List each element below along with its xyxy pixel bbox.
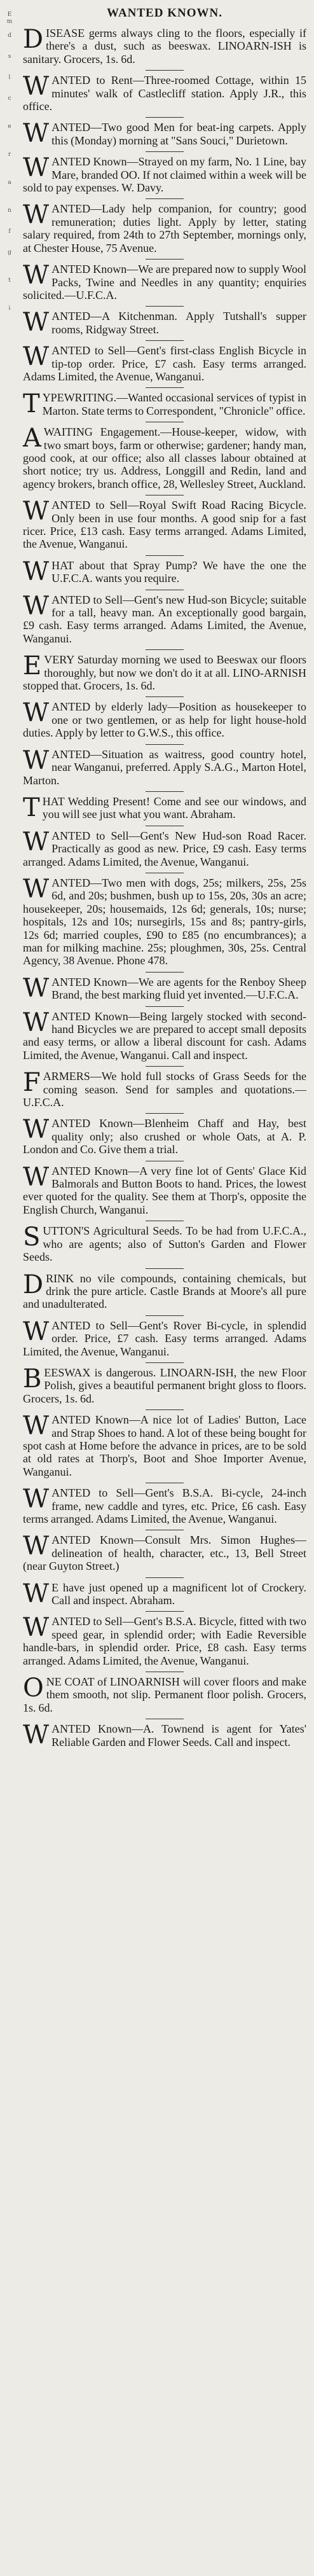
classified-ad: EVERY Saturday morning we used to Beeswax our floors thoroughly, but now we don't do it at all. LINO-ARNISH stopped that. Grocers, 1s. 6d.	[23, 651, 306, 693]
classified-ads-list	[22, 27, 308, 1751]
classified-ad: THAT Wedding Present! Come and see our windows, and you will see just what you want. Abraham.	[23, 793, 306, 822]
classified-ad: WANTED Known—Blenheim Chaff and Hay, best quality only; also crushed or whole Oats, at A. P. London and Co. Give them a trial.	[23, 1115, 306, 1156]
classified-ad: WANTED—Two good Men for beat-ing carpets. Apply this (Monday) morning at "Sans Souci," Durietown.	[23, 119, 306, 149]
classified-ad: TYPEWRITING.—Wanted occasional services of typist in Marton. State terms to Correspondent, "Chronicle" office.	[23, 389, 306, 419]
ad-divider	[146, 744, 184, 745]
classified-ad: WANTED—A Kitchenman. Apply Tutshall's supper rooms, Ridgway Street.	[23, 308, 306, 338]
classified-ad: WANTED to Sell—Gent's B.S.A. Bi-cycle, 24-inch frame, new caddle and tyres, etc. Price, £6 cash. Easy terms arranged. Adams Limited, the Avenue, Wanganui.	[23, 1485, 306, 1525]
classified-ad: WANTED Known—Strayed on my farm, No. 1 Line, bay Mare, branded OO. If not claimed within a week will be sold to pay expenses. W. Davy.	[23, 153, 306, 195]
classified-ad: WANTED Known—We are prepared now to supply Wool Packs, Twine and Needles in any quantity; enquiries solicited.—U.F.C.A.	[23, 261, 306, 301]
ad-divider	[146, 198, 184, 199]
ad-divider	[146, 259, 184, 260]
ad-divider	[146, 1066, 184, 1067]
section-title: WANTED KNOWN.	[107, 6, 222, 20]
classified-ad: WANTED—Two men with dogs, 25s; milkers, 25s, 25s 6d, and 20s; bushmen, bush up to 15s, 20s, 30s an acre; housekeeper, 20s; housemaids, 12s 6d; generals, 10s; nurse; hospitals, 12s and 10s; nursegirls, 15s and 8s; pantry-girls, 12s 6d; married couples, £90 to £85 (no encumbrances); a man for milking machine. 25s; ploughmen, 30s, 25s. Central Agency, 38 Avenue. Phone 478.	[23, 874, 306, 967]
ad-divider	[146, 1006, 184, 1007]
ad-divider	[146, 117, 184, 118]
ad-divider	[146, 1577, 184, 1578]
classified-ad: WANTED Known—Consult Mrs. Simon Hughes—delineation of health, character, etc., 13, Bell Street (near Guyton Street.)	[23, 1532, 306, 1573]
classified-ad: DRINK no vile compounds, containing chemicals, but drink the pure article. Castle Brands at Moore's all pure and unadulterated.	[23, 1270, 306, 1311]
ad-divider	[146, 340, 184, 341]
ad-divider	[146, 649, 184, 650]
classified-ad: BEESWAX is dangerous. LINOARN-ISH, the new Floor Polish, gives a beautiful permanent bright gloss to floors. Grocers, 1s. 6d.	[23, 1364, 306, 1405]
ad-divider	[146, 555, 184, 556]
classified-ad: WE have just opened up a magnificent lot of Crockery. Call and inspect. Abraham.	[23, 1579, 306, 1609]
ad-divider	[146, 306, 184, 307]
ad-divider	[146, 1362, 184, 1363]
classified-ad: WHAT about that Spray Pump? We have the one the U.F.C.A. wants you require.	[23, 557, 306, 586]
clipped-margin-text: E m d s l c e r a n f g t i	[6, 11, 13, 312]
classified-ad: AWAITING Engagement.—House-keeper, widow, with two smart boys, farm or otherwise; gardener; handy man, good cook, at our office; also all classes labour obtained at short notice; try us. Address, Longgill and Redin, land and agency brokers, branch office, 28, Wellesley Street, Auckland.	[23, 424, 306, 490]
ad-divider	[146, 1315, 184, 1316]
ad-divider	[146, 791, 184, 792]
classified-ad: WANTED—Situation as waitress, good country hotel, near Wanganui, preferred. Apply S.A.G., Marton Hotel, Marton.	[23, 745, 306, 787]
classified-ad: WANTED to Sell—Gent's B.S.A. Bicycle, fitted with two speed gear, in splendid order; with Eadie Reversible handle-bars, in splendid order. Price, £8 cash. Easy terms arranged. Adams Limited, the Avenue, Wanganui.	[23, 1613, 306, 1667]
ad-divider	[146, 1611, 184, 1612]
classified-ad: DISEASE germs always cling to the floors, especially if there's a dust, such as beeswax. LINOARN-ISH is sanitary. Grocers, 1s. 6d.	[23, 25, 306, 66]
ad-divider	[146, 1268, 184, 1269]
classified-ad: WANTED—Lady help companion, for country; good remuneration; duties light. Apply by letter, stating salary required, from 24th to 27th September, mornings only, at Chester House, 75 Avenue.	[23, 200, 306, 254]
ad-divider	[146, 1113, 184, 1114]
classified-ad: WANTED Known—We are agents for the Renboy Sheep Brand, the best marking fluid yet invented.—U.F.C.A.	[23, 973, 306, 1003]
classified-ad: WANTED to Sell—Royal Swift Road Racing Bicycle. Only been in use four months. A good snip for a fast ricer. Price, £13 cash. Easy terms arranged. Adams Limited, the Avenue, Wanganui.	[23, 497, 306, 551]
classified-ad: WANTED Known—A nice lot of Ladies' Button, Lace and Strap Shoes to hand. A lot of these being bought for spot cash at Home before the advance in prices, are to be sold at old rates at Thorp's, Boot and Shoe Importer Avenue, Wanganui.	[23, 1411, 306, 1478]
ad-divider	[146, 696, 184, 697]
classified-ad: WANTED to Sell—Gent's first-class English Bicycle in tip-top order. Price, £7 cash. Easy terms arranged. Adams Limited, the Avenue, Wanganui.	[23, 342, 306, 383]
classified-ad: WANTED to Rent—Three-roomed Cottage, within 15 minutes' walk of Castlecliff station. Apply J.R., this office.	[23, 72, 306, 113]
ad-divider	[146, 1409, 184, 1410]
classified-ad: FARMERS—We hold full stocks of Grass Seeds for the coming season. Send for samples and quotations.—U.F.C.A.	[23, 1068, 306, 1109]
classified-ad: WANTED Known—Being largely stocked with second-hand Bicycles we are prepared to accept small deposits and easy terms, or allow a liberal discount for cash. Adams Limited, the Avenue, Wanganui. Call and inspect.	[23, 1008, 306, 1062]
classified-ad: WANTED to Sell—Gent's New Hud-son Road Racer. Practically as good as new. Price, £9 cash. Easy terms arranged. Adams Limited, the Avenue, Wanganui.	[23, 827, 306, 868]
classified-ad: WANTED Known—A. Townend is agent for Yates' Reliable Garden and Flower Seeds. Call and inspect.	[23, 1721, 306, 1750]
classified-ad: SUTTON'S Agricultural Seeds. To be had from U.F.C.A., who are agents; also of Sutton's Garden and Flower Seeds.	[23, 1222, 306, 1264]
classified-ad: WANTED by elderly lady—Position as housekeeper to one or two gentlemen, or as help for light house-hold duties. Apply by letter to G.W.S., this office.	[23, 698, 306, 740]
classified-ad: ONE COAT of LINOARNISH will cover floors and make them smooth, not slip. Permanent floor polish. Grocers, 1s. 6d.	[23, 1673, 306, 1714]
ad-divider	[146, 387, 184, 388]
ad-divider	[146, 70, 184, 71]
classified-ad: WANTED to Sell—Gent's new Hud-son Bicycle; suitable for a tall, heavy man. An exceptionally good bargain, £9 cash. Easy terms arranged. Adams Limited, the Avenue, Wanganui.	[23, 591, 306, 645]
ad-divider	[146, 151, 184, 152]
classified-ad: WANTED to Sell—Gent's Rover Bi-cycle, in splendid order. Price, £7 cash. Easy terms arranged. Adams Limited, the Avenue, Wanganui.	[23, 1317, 306, 1358]
classified-ad: WANTED Known—A very fine lot of Gents' Glace Kid Balmorals and Button Boots to hand. Prices, the lowest ever quoted for the quality. See them at Thorp's, opposite the English Church, Wanganui.	[23, 1162, 306, 1216]
ad-divider	[146, 972, 184, 973]
